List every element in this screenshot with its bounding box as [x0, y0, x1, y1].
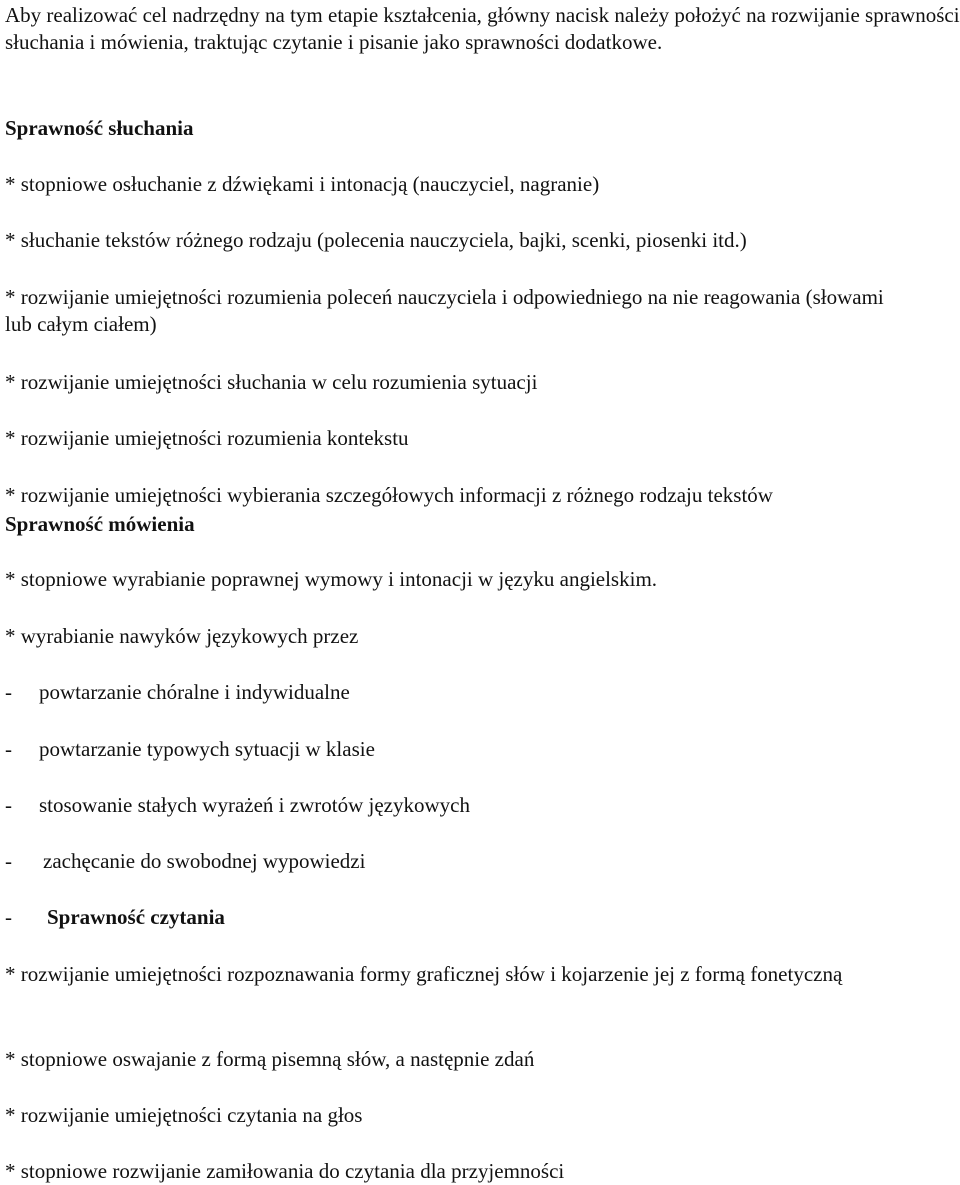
- speaking-item-2: * wyrabianie nawyków językowych przez: [5, 624, 359, 648]
- speaking-subitem-2: [5, 736, 375, 763]
- reading-item-2: * stopniowe oswajanie z formą pisemną słów, a następnie zdań: [5, 1047, 535, 1071]
- listening-item-4: * rozwijanie umiejętności słuchania w celu rozumienia sytuacji: [5, 370, 538, 394]
- speaking-subitem-3: [5, 792, 470, 819]
- list-dash: -: [5, 793, 12, 817]
- listening-item-5: * rozwijanie umiejętności rozumienia kontekstu: [5, 426, 409, 450]
- reading-item-3: * rozwijanie umiejętności czytania na głos: [5, 1103, 363, 1127]
- reading-heading-line: [5, 904, 225, 931]
- subitem-text: powtarzanie typowych sytuacji w klasie: [39, 737, 375, 761]
- listening-heading: Sprawność słuchania: [5, 116, 194, 140]
- speaking-subitem-1: [5, 679, 350, 706]
- reading-item-4: * stopniowe rozwijanie zamiłowania do czytania dla przyjemności: [5, 1159, 565, 1183]
- listening-item-3: * rozwijanie umiejętności rozumienia poleceń nauczyciela i odpowiedniego na nie reagowania (słowami lub całym ciałem): [5, 285, 884, 336]
- list-dash: -: [5, 849, 12, 873]
- reading-heading: Sprawność czytania: [47, 905, 225, 929]
- list-dash: -: [5, 680, 12, 704]
- subitem-text: powtarzanie chóralne i indywidualne: [39, 680, 350, 704]
- speaking-heading: Sprawność mówienia: [5, 512, 195, 536]
- list-dash: -: [5, 737, 12, 761]
- listening-item-6: * rozwijanie umiejętności wybierania szczegółowych informacji z różnego rodzaju tekstów: [5, 483, 773, 507]
- subitem-text: stosowanie stałych wyrażeń i zwrotów językowych: [39, 793, 470, 817]
- reading-item-1: * rozwijanie umiejętności rozpoznawania formy graficznej słów i kojarzenie jej z formą fonetyczną: [5, 962, 843, 986]
- intro-paragraph: Aby realizować cel nadrzędny na tym etapie kształcenia, główny nacisk należy położyć na rozwijanie sprawności słuchania i mówienia, traktując czytanie i pisanie jako sprawności dodatkowe.: [5, 3, 960, 54]
- listening-item-2: * słuchanie tekstów różnego rodzaju (polecenia nauczyciela, bajki, scenki, piosenki itd.): [5, 228, 747, 252]
- speaking-subitem-4: [5, 848, 365, 875]
- list-dash: -: [5, 905, 12, 929]
- speaking-item-1: * stopniowe wyrabianie poprawnej wymowy i intonacji w języku angielskim.: [5, 567, 658, 591]
- listening-item-1: * stopniowe osłuchanie z dźwiękami i intonacją (nauczyciel, nagranie): [5, 172, 600, 196]
- subitem-text: zachęcanie do swobodnej wypowiedzi: [43, 849, 366, 873]
